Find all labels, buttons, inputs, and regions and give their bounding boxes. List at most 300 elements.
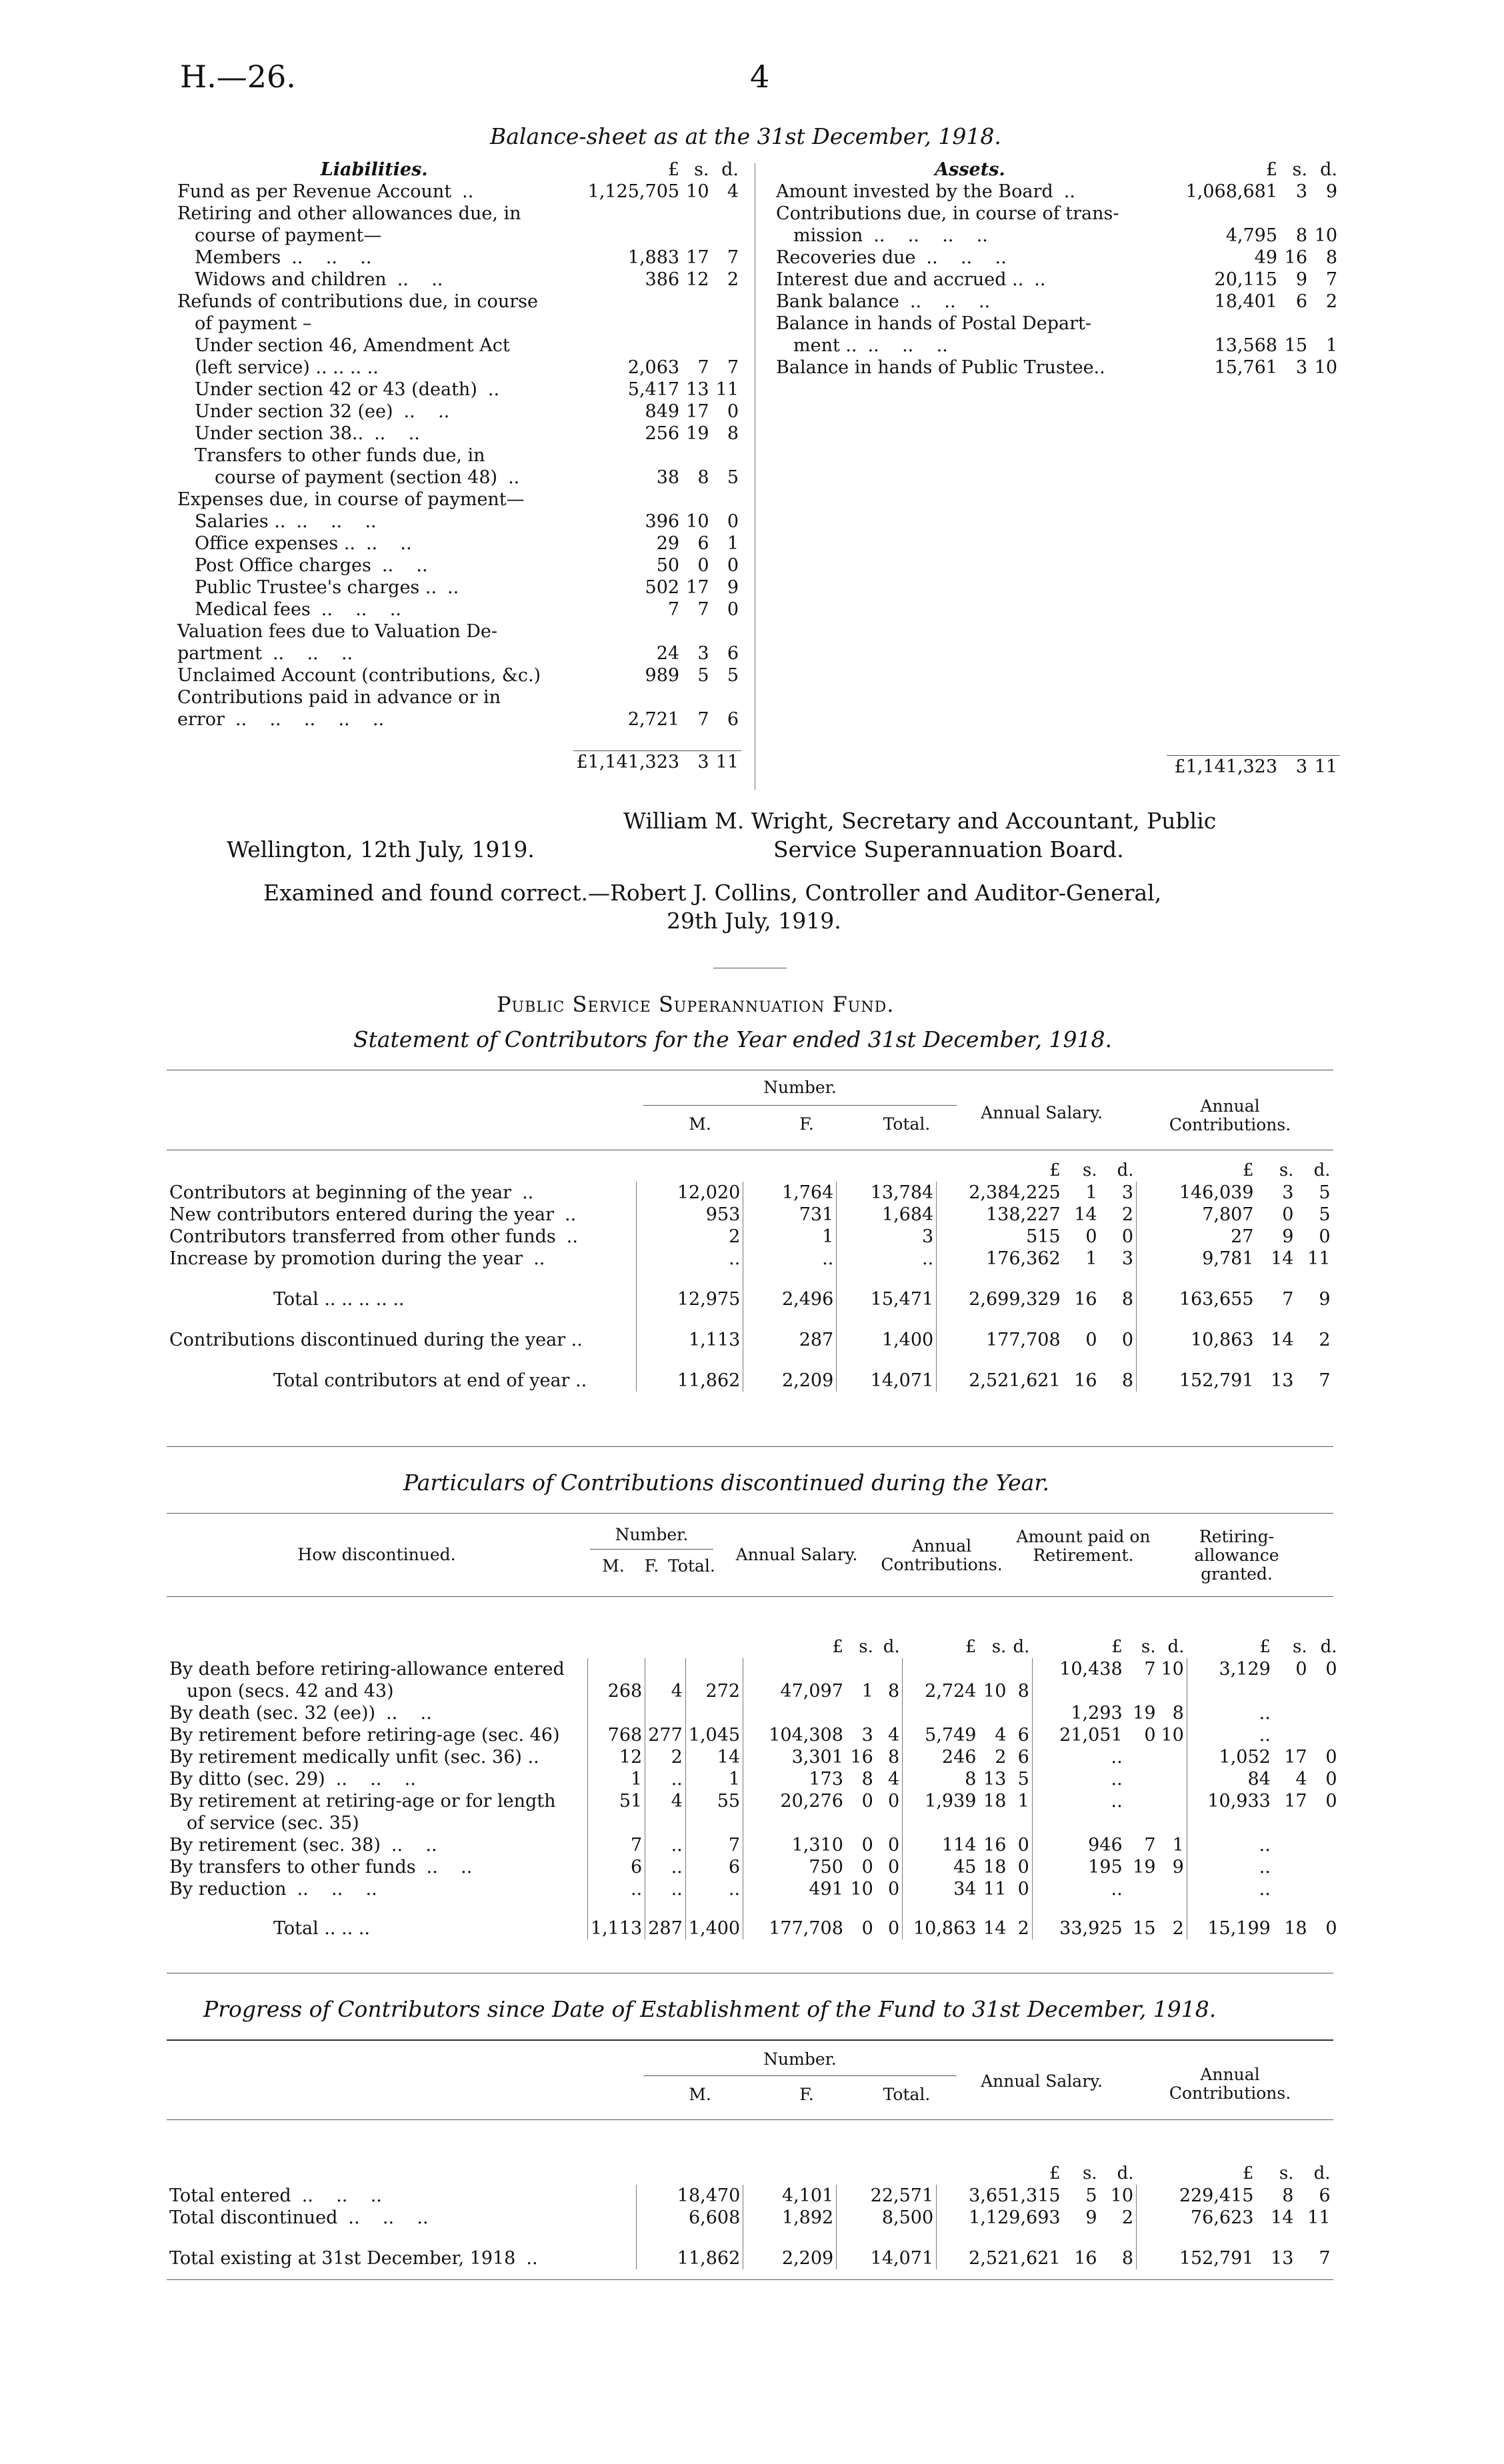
amount-pence: 6 [727,709,739,730]
table-top-rule [167,2039,1333,2041]
liability-row [175,511,741,533]
sal-pence: 3 [1121,1182,1134,1203]
progress-row [167,2207,1333,2229]
amount-shillings: 7 [697,599,709,620]
amount-pence: 5 [727,467,739,488]
row-label-cell [167,1680,587,1702]
count-male: 11,862 [637,1351,743,1392]
liabilities-total-shillings: 3 [682,750,711,773]
progress-header [167,2042,1333,2119]
contrib-s-head: s. [991,1637,1007,1657]
how-head: How discontinued. [297,1545,456,1564]
sal-shillings: 16 [1074,2248,1097,2269]
count-female: 1 [743,1226,837,1248]
paid-pounds: .. [1032,1768,1125,1790]
row-label-cell [175,379,573,401]
count-male: 768 [587,1724,645,1746]
con-shillings: 16 [983,1835,1007,1855]
count-male: .. [637,1248,743,1270]
row-label: By transfers to other funds [169,1857,416,1877]
count-male: 18,470 [637,2185,743,2207]
rule [643,2075,957,2076]
contrib-s-head: s. [1279,2163,1294,2183]
amount-pounds [1167,313,1280,335]
allow-d-head: d. [1320,1637,1337,1657]
amount-pence: 2 [727,269,739,290]
paid-pence [1159,1680,1187,1702]
liability-row [175,313,741,335]
count-female: 4 [645,1790,686,1812]
salary-d-head: d. [1117,1160,1134,1180]
row-label: Amount invested by the Board [776,181,1053,202]
count-female [645,1812,686,1834]
contributor-row [167,1226,1333,1248]
row-label-cell [167,1724,587,1746]
count-total: 1,684 [837,1204,937,1226]
sal-pounds [743,1702,846,1724]
amount-pounds [573,445,682,467]
count-male: 268 [587,1680,645,1702]
row-label-cell [167,2229,637,2269]
sal-shillings: 5 [1085,2185,1097,2206]
paid-pounds [1032,1812,1125,1834]
salary-head: Annual Salary. [981,1103,1103,1122]
con-shillings: 18 [983,1791,1007,1812]
con-pounds: 10,863 [903,1900,979,1939]
row-label-cell [175,489,573,511]
row-label-cell [175,577,573,599]
sal-pence: 8 [1121,2248,1134,2269]
discontinued-row [167,1724,1340,1746]
sal-pence: 3 [1121,1248,1134,1269]
paid-pence [1159,1878,1187,1900]
amount-pounds: 38 [656,467,680,488]
con-shillings: 9 [1282,1226,1294,1247]
contrib-d-head: d. [1313,2163,1331,2183]
sal-pence: 2 [1121,1204,1134,1225]
amount-pence: 9 [1325,181,1337,202]
paid-head: Amount paid on Retirement. [1016,1527,1151,1565]
sal-pence: 0 [888,1857,900,1877]
amount-shillings: 17 [686,401,709,422]
amount-pence [712,489,741,511]
allow-pounds: 10,933 [1187,1790,1273,1812]
sal-shillings: 0 [1085,1226,1097,1247]
amount-shillings: 7 [697,357,709,378]
row-label-cell [175,335,573,357]
sal-pence [876,1812,903,1834]
discontinued-row [167,1310,1333,1351]
count-total: 272 [685,1680,743,1702]
row-label-cell [167,1856,587,1878]
liabilities-table [175,159,741,773]
amount-pence [712,620,741,642]
fund-title: Public Service Superannuation Fund. [497,992,895,1017]
row-label: Bank balance [776,291,899,312]
paid-pence [1159,1790,1187,1812]
row-label: course of payment (section 48) [215,467,498,488]
amount-pence: 1 [727,533,739,554]
count-female [645,1658,686,1680]
sal-pence: 0 [888,1791,900,1812]
leader-dots: .. [447,577,459,598]
amount-pounds [573,335,682,357]
paid-pounds: 33,925 [1032,1900,1125,1939]
con-pence [1009,1812,1032,1834]
discontinued-body [167,1636,1340,1939]
discontinued-row [167,1768,1340,1790]
con-shillings [979,1812,1009,1834]
sal-pence: 0 [1121,1226,1134,1247]
m-head: M. [689,1114,711,1134]
sal-pence: 0 [888,1918,900,1939]
f-head: F. [799,1114,814,1134]
amount-pence: 6 [727,643,739,664]
currency-pound: £ [667,159,680,180]
amount-pounds [573,489,682,511]
count-male: 1,113 [637,1310,743,1351]
row-label-cell [167,1204,637,1226]
row-label-cell [773,203,1167,225]
discontinued-row [167,1702,1340,1724]
row-label-cell [167,2207,637,2229]
rule [643,1105,957,1106]
row-label: By ditto (sec. 29) [169,1769,325,1790]
amount-shillings [682,313,711,335]
progress-body [167,2163,1333,2269]
count-total: 14,071 [837,1351,937,1392]
number-head: Number. [763,1078,837,1097]
count-total: 15,471 [837,1270,937,1310]
row-label: Contributors at beginning of the year [169,1182,512,1203]
leader-dots: .. [1034,269,1046,290]
row-label-cell [773,313,1167,335]
sal-pounds: 2,699,329 [937,1270,1063,1310]
con-shillings [979,1658,1009,1680]
row-label-cell [167,1310,637,1351]
allow-shillings [1273,1856,1310,1878]
allow-pence: 0 [1325,1659,1337,1680]
page-reference: H.—26. [180,59,296,95]
sal-pounds: 173 [743,1768,846,1790]
row-label: By death before retiring-allowance entered [169,1659,565,1680]
table-header-rule [167,1596,1333,1597]
row-label: Increase by promotion during the year [169,1248,523,1269]
liability-row [175,203,741,225]
leader-dots: .. .. [426,1857,473,1877]
row-label-cell [175,533,573,555]
row-label-cell [167,1878,587,1900]
sal-pounds: 515 [937,1226,1063,1248]
leader-dots: .. [508,467,520,488]
con-pence: 6 [1319,2185,1331,2206]
amount-shillings: 8 [697,467,709,488]
row-label: Valuation fees due to Valuation De- [177,621,497,642]
con-pence: 11 [1307,1248,1331,1269]
liability-row [175,335,741,357]
row-label: (left service) .. .. .. .. [195,357,379,378]
contrib-head: Annual Contributions. [881,1536,1003,1574]
sal-pounds: 1,129,693 [937,2207,1063,2229]
amount-pence [1310,203,1340,225]
sal-shillings: 1 [1085,1182,1097,1203]
count-male: 1,113 [587,1900,645,1939]
row-label-cell [175,620,573,642]
con-pence: 7 [1319,2248,1331,2269]
con-shillings: 13 [983,1769,1007,1790]
con-pence [1009,1702,1032,1724]
leader-dots: .. .. [386,1703,432,1724]
allow-pence [1310,1702,1340,1724]
sal-shillings: 0 [861,1791,873,1812]
paid-shillings [1125,1878,1159,1900]
leader-dots: .. .. .. [321,599,401,620]
amount-pounds: 989 [645,665,680,686]
paid-pence: 1 [1172,1835,1184,1855]
contributor-row [167,1204,1333,1226]
sal-shillings: 9 [1085,2207,1097,2228]
row-label: Recoveries due [776,247,916,268]
sal-pounds: 2,521,621 [937,1351,1063,1392]
salary-s-head: s. [1082,1160,1097,1180]
contributors-body [167,1160,1333,1392]
count-female: .. [645,1834,686,1856]
con-shillings: 13 [1271,2248,1294,2269]
count-total: .. [685,1878,743,1900]
amount-pence: 0 [727,511,739,532]
asset-row [773,225,1340,247]
liability-row [175,181,741,203]
liability-row [175,686,741,708]
assets-section [773,159,1340,777]
amount-pounds [573,291,682,313]
row-label: Contributions discontinued during the year .. [169,1330,583,1350]
liability-row [175,291,741,313]
sal-shillings: 3 [861,1725,873,1746]
row-label: Retiring and other allowances due, in [177,203,521,224]
con-pounds: 246 [903,1746,979,1768]
allow-pence [1310,1834,1340,1856]
m-head: M. [689,2085,711,2104]
liability-row [175,247,741,269]
row-label-cell [167,1702,587,1724]
asset-row [773,247,1340,269]
amount-pence: 7 [727,247,739,268]
allow-pounds: .. [1187,1856,1273,1878]
allow-pounds: .. [1187,1834,1273,1856]
m-head: M. [602,1556,625,1576]
amount-pence: 7 [1325,269,1337,290]
count-female: 1,764 [743,1182,837,1204]
salary-head: Annual Salary. [981,2071,1103,2091]
amount-pounds: 29 [656,533,680,554]
row-label: New contributors entered during the year [169,1204,555,1225]
con-pounds: 76,623 [1137,2207,1257,2229]
con-pence: 9 [1319,1289,1331,1310]
paid-pounds: .. [1032,1746,1125,1768]
con-shillings: 4 [995,1725,1007,1746]
amount-pence [712,686,741,708]
row-label-cell [167,1834,587,1856]
sal-pence: 8 [1121,1370,1134,1391]
liability-row [175,489,741,511]
con-pence: 6 [1017,1725,1029,1746]
sal-pounds: 3,651,315 [937,2185,1063,2207]
row-label-cell [773,225,1167,247]
amount-pence: 10 [1314,225,1337,246]
row-label: By retirement medically unfit (sec. 36) .. [169,1747,539,1768]
assets-total-pounds: £1,141,323 [1167,756,1280,778]
count-female: 1,892 [743,2207,837,2229]
paid-shillings: 7 [1144,1659,1156,1680]
amount-pounds: 20,115 [1214,269,1277,290]
amount-pence: 0 [727,401,739,422]
salary-d-head: d. [1117,2163,1134,2183]
count-total [685,1658,743,1680]
allow-pence: 0 [1325,1769,1337,1790]
count-male: 51 [587,1790,645,1812]
paid-pence: 10 [1161,1725,1184,1746]
signer-line-2: Service Superannuation Board. [773,836,1124,862]
row-label: Medical fees [195,599,311,620]
row-label: Expenses due, in course of payment— [177,489,525,510]
amount-pounds: 24 [656,643,680,664]
discontinued-table [167,1636,1340,1939]
con-shillings: 2 [995,1747,1007,1768]
amount-pence [1310,313,1340,335]
assets-table [773,159,1340,379]
sal-pence: 2 [1121,2207,1134,2228]
allow-pound-head: £ [1259,1637,1271,1657]
salary-pound-head: £ [1049,1160,1061,1180]
paid-shillings: 15 [1133,1918,1156,1939]
sal-shillings: 1 [1085,1248,1097,1269]
contrib-pound-head: £ [965,1637,977,1657]
row-label-cell [175,445,573,467]
currency-pence: d. [721,159,739,180]
contrib-pound-head: £ [1242,2163,1254,2183]
con-pence: 7 [1319,1370,1331,1391]
con-pounds: 152,791 [1137,1351,1257,1392]
allow-pounds [1187,1812,1273,1834]
row-label: Contributors transferred from other funds [169,1226,556,1247]
con-pence: 5 [1319,1182,1331,1203]
row-label: Under section 38.. [195,423,364,444]
row-label: By retirement (sec. 38) [169,1835,381,1855]
count-male [587,1658,645,1680]
discontinued-row [167,1812,1340,1834]
number-head: Number. [615,1525,689,1544]
row-label-cell [167,2185,637,2207]
paid-pence [1159,1768,1187,1790]
sal-shillings: 16 [850,1747,873,1768]
amount-pounds: 7 [667,599,680,620]
count-male: 6,608 [637,2207,743,2229]
liability-row [175,423,741,445]
allow-shillings [1273,1812,1310,1834]
currency-shilling: s. [1292,159,1307,180]
allow-pence: 0 [1325,1791,1337,1812]
count-female: 4 [645,1680,686,1702]
count-female: 2,496 [743,1270,837,1310]
amount-shillings [682,620,711,642]
leader-dots: .. [566,1226,578,1247]
discontinued-row [167,1856,1340,1878]
con-shillings: 14 [1271,2207,1294,2228]
con-pounds: 10,863 [1137,1310,1257,1351]
amount-pounds: 1,068,681 [1185,181,1277,202]
leader-dots: .. .. .. [867,335,948,356]
row-label: mission [793,225,863,246]
allow-pence: 0 [1325,1747,1337,1768]
sal-pounds: 20,276 [743,1790,846,1812]
amount-pence [712,313,741,335]
row-label: ment .. [793,335,857,356]
currency-pence: d. [1320,159,1337,180]
sal-pence: 8 [1121,1289,1134,1310]
amount-shillings: 3 [1295,357,1307,378]
asset-row [773,313,1340,335]
sal-pence: 4 [888,1769,900,1790]
number-head: Number. [763,2049,837,2069]
paid-shillings [1125,1746,1159,1768]
amount-pounds [573,620,682,642]
f-head: F. [644,1556,659,1576]
paid-d-head: d. [1167,1637,1185,1657]
paid-pence [1159,1812,1187,1834]
amount-pounds: 18,401 [1214,291,1277,312]
sal-pence: 10 [1110,2185,1134,2206]
amount-pence: 1 [1325,335,1337,356]
paid-pounds: 10,438 [1032,1658,1125,1680]
row-label: Total .. .. .. .. .. [273,1289,405,1310]
row-label: Total existing at 31st December, 1918 [169,2248,516,2269]
con-pounds [903,1812,979,1834]
con-pounds: 27 [1137,1226,1257,1248]
allow-head: Retiring-allowance granted. [1194,1527,1279,1584]
count-total: 1,400 [685,1900,743,1939]
rule [590,1549,713,1550]
sal-pounds [743,1658,846,1680]
row-label: Fund as per Revenue Account [177,181,452,202]
leader-dots: .. .. .. [272,643,353,664]
sal-shillings [846,1658,876,1680]
con-pence: 0 [1017,1835,1029,1855]
con-pounds: 45 [903,1856,979,1878]
con-pence: 0 [1017,1857,1029,1877]
amount-shillings: 8 [1295,225,1307,246]
amount-shillings: 17 [686,577,709,598]
amount-pence: 8 [727,423,739,444]
count-total [685,1812,743,1834]
contributor-row [167,1248,1333,1270]
total-head: Total. [668,1556,715,1576]
row-label-cell [175,269,573,291]
count-female: 287 [645,1900,686,1939]
liabilities-heading: Liabilities. [320,159,428,180]
row-label: Members [195,247,281,268]
con-shillings: 0 [1282,1204,1294,1225]
con-pounds [903,1658,979,1680]
allow-pounds: 15,199 [1187,1900,1273,1939]
assets-total-pence: 11 [1310,756,1340,778]
leader-dots: .. [526,2248,538,2269]
con-pounds: 163,655 [1137,1270,1257,1310]
sal-pounds: 176,362 [937,1248,1063,1270]
amount-shillings: 17 [686,247,709,268]
row-label: Balance in hands of Postal Depart- [776,313,1092,334]
sal-shillings: 10 [850,1879,873,1899]
